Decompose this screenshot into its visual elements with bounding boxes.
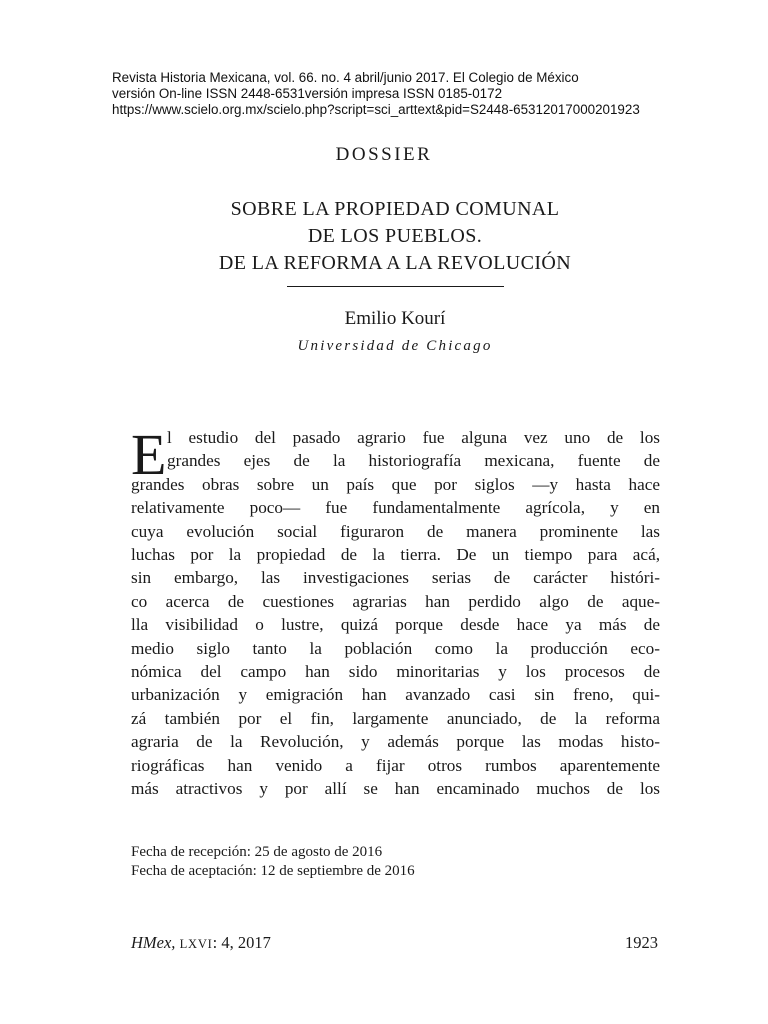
author-affiliation: Universidad de Chicago bbox=[297, 338, 493, 354]
journal-volume: LXVI bbox=[179, 937, 213, 951]
body-line: relativamente poco— fue fundamentalmente agrícola, y en bbox=[131, 498, 660, 518]
body-line: urbanización y emigración han avanzado casi sin freno, qui- bbox=[131, 685, 660, 705]
body-line: grandes obras sobre un país que por siglos —y hasta hace bbox=[131, 474, 660, 494]
title-line: DE LA REFORMA A LA REVOLUCIÓN bbox=[218, 252, 572, 274]
body-line: cuya evolución social figuraron de manera prominente las bbox=[131, 521, 660, 541]
received-date: Fecha de recepción: 25 de agosto de 2016 bbox=[131, 844, 383, 860]
accepted-date: Fecha de aceptación: 12 de septiembre de 2016 bbox=[131, 863, 415, 879]
author-name: Emilio Kourí bbox=[344, 308, 446, 329]
title-line: SOBRE LA PROPIEDAD COMUNAL bbox=[230, 198, 560, 220]
body-line: agraria de la Revolución, y además porque las modas histo- bbox=[131, 732, 660, 752]
body-line: riográficas han venido a fijar otros rumbos aparentemente bbox=[131, 755, 660, 775]
body-line: más atractivos y por allí se han encaminado muchos de los bbox=[131, 779, 660, 799]
body-line: zá también por el fin, largamente anunciado, de la reforma bbox=[131, 708, 660, 728]
body-line: l estudio del pasado agrario fue alguna vez uno de los bbox=[167, 428, 660, 447]
body-line: medio siglo tanto la población como la producción eco- bbox=[131, 638, 660, 658]
page-number: 1923 bbox=[625, 933, 658, 952]
citation-header bbox=[112, 70, 752, 118]
title-line: DE LOS PUEBLOS. bbox=[307, 225, 483, 247]
citation-url[interactable]: https://www.scielo.org.mx/scielo.php?script=sci_arttext&pid=S2448-65312017000201923 bbox=[112, 102, 640, 117]
journal-abbrev: HMex, bbox=[131, 933, 176, 952]
body-line: luchas por la propiedad de la tierra. De un tiempo para acá, bbox=[131, 545, 660, 565]
citation-line: versión On-line ISSN 2448-6531versión impresa ISSN 0185-0172 bbox=[112, 86, 503, 101]
article-body bbox=[131, 422, 660, 801]
submission-dates bbox=[131, 843, 415, 881]
body-line: lla visibilidad o lustre, quizá porque desde hace ya más de bbox=[131, 615, 660, 635]
journal-footer bbox=[131, 933, 271, 953]
body-line: sin embargo, las investigaciones serias de carácter históri- bbox=[131, 568, 660, 588]
body-line: co acerca de cuestiones agrarias han perdido algo de aque- bbox=[131, 591, 660, 611]
citation-line: Revista Historia Mexicana, vol. 66. no. 4 abril/junio 2017. El Colegio de México bbox=[112, 70, 579, 85]
body-line: nómica del campo han sido minoritarias y los procesos de bbox=[131, 662, 660, 682]
article-title bbox=[0, 196, 768, 277]
drop-cap: E bbox=[131, 422, 167, 487]
journal-issue: : 4, 2017 bbox=[212, 933, 271, 952]
body-line: grandes ejes de la historiografía mexicana, fuente de bbox=[167, 451, 660, 471]
title-divider bbox=[287, 286, 504, 287]
section-heading: DOSSIER bbox=[335, 144, 433, 165]
